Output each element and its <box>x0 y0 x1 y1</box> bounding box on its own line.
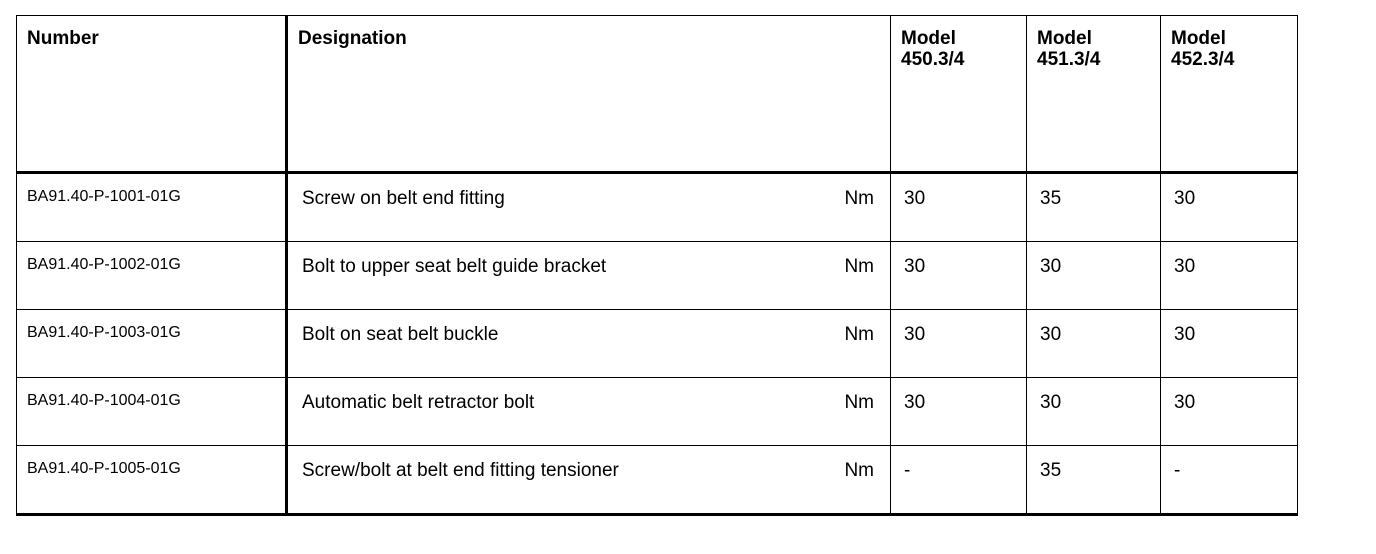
value-cell-450 <box>891 378 1027 446</box>
designation-cell <box>287 446 891 515</box>
torque-value: 35 <box>1040 188 1062 209</box>
part-number: BA91.40-P-1005-01G <box>27 460 181 477</box>
header-designation <box>287 16 891 173</box>
number-cell <box>17 242 287 310</box>
torque-value: - <box>1174 460 1181 481</box>
designation-cell <box>287 378 891 446</box>
header-model-452 <box>1161 16 1298 173</box>
header-model-451 <box>1027 16 1161 173</box>
part-number: BA91.40-P-1004-01G <box>27 392 181 409</box>
table-row <box>17 310 1298 378</box>
unit-label: Nm <box>844 392 874 413</box>
value-cell-452 <box>1161 378 1298 446</box>
unit-label: Nm <box>844 256 874 277</box>
value-cell-450 <box>891 446 1027 515</box>
value-cell-452 <box>1161 173 1298 242</box>
torque-value: 30 <box>1174 324 1196 345</box>
header-designation-label: Designation <box>298 28 407 49</box>
value-cell-452 <box>1161 310 1298 378</box>
torque-value: 35 <box>1040 460 1062 481</box>
number-cell <box>17 173 287 242</box>
designation-cell <box>287 173 891 242</box>
torque-value: - <box>904 460 911 481</box>
torque-value: 30 <box>904 392 926 413</box>
torque-value: 30 <box>1174 392 1196 413</box>
value-cell-451 <box>1027 173 1161 242</box>
table-row <box>17 446 1298 515</box>
designation-text: Screw/bolt at belt end fitting tensioner <box>302 460 619 481</box>
torque-value: 30 <box>904 324 926 345</box>
designation-cell <box>287 310 891 378</box>
table-row <box>17 173 1298 242</box>
number-cell <box>17 446 287 515</box>
table-row <box>17 378 1298 446</box>
designation-text: Screw on belt end fitting <box>302 188 505 209</box>
unit-label: Nm <box>844 188 874 209</box>
part-number: BA91.40-P-1001-01G <box>27 188 181 205</box>
designation-cell <box>287 242 891 310</box>
header-model-450 <box>891 16 1027 173</box>
torque-value: 30 <box>1174 256 1196 277</box>
unit-label: Nm <box>844 324 874 345</box>
header-model-label: Model 450.3/4 <box>901 28 965 70</box>
part-number: BA91.40-P-1002-01G <box>27 256 181 273</box>
header-number-label: Number <box>27 28 99 49</box>
header-model-label: Model 451.3/4 <box>1037 28 1101 70</box>
number-cell <box>17 310 287 378</box>
header-row <box>17 16 1298 173</box>
torque-value: 30 <box>1040 324 1062 345</box>
torque-spec-table <box>16 15 1298 516</box>
torque-value: 30 <box>1040 392 1062 413</box>
designation-text: Bolt on seat belt buckle <box>302 324 499 345</box>
torque-value: 30 <box>904 256 926 277</box>
unit-label: Nm <box>844 460 874 481</box>
torque-value: 30 <box>904 188 926 209</box>
table-row <box>17 242 1298 310</box>
designation-text: Bolt to upper seat belt guide bracket <box>302 256 607 277</box>
value-cell-450 <box>891 173 1027 242</box>
value-cell-450 <box>891 242 1027 310</box>
part-number: BA91.40-P-1003-01G <box>27 324 181 341</box>
value-cell-451 <box>1027 446 1161 515</box>
header-model-label: Model 452.3/4 <box>1171 28 1235 70</box>
designation-text: Automatic belt retractor bolt <box>302 392 535 413</box>
value-cell-451 <box>1027 242 1161 310</box>
value-cell-451 <box>1027 378 1161 446</box>
torque-value: 30 <box>1174 188 1196 209</box>
number-cell <box>17 378 287 446</box>
value-cell-451 <box>1027 310 1161 378</box>
value-cell-450 <box>891 310 1027 378</box>
torque-value: 30 <box>1040 256 1062 277</box>
value-cell-452 <box>1161 242 1298 310</box>
header-number <box>17 16 287 173</box>
value-cell-452 <box>1161 446 1298 515</box>
